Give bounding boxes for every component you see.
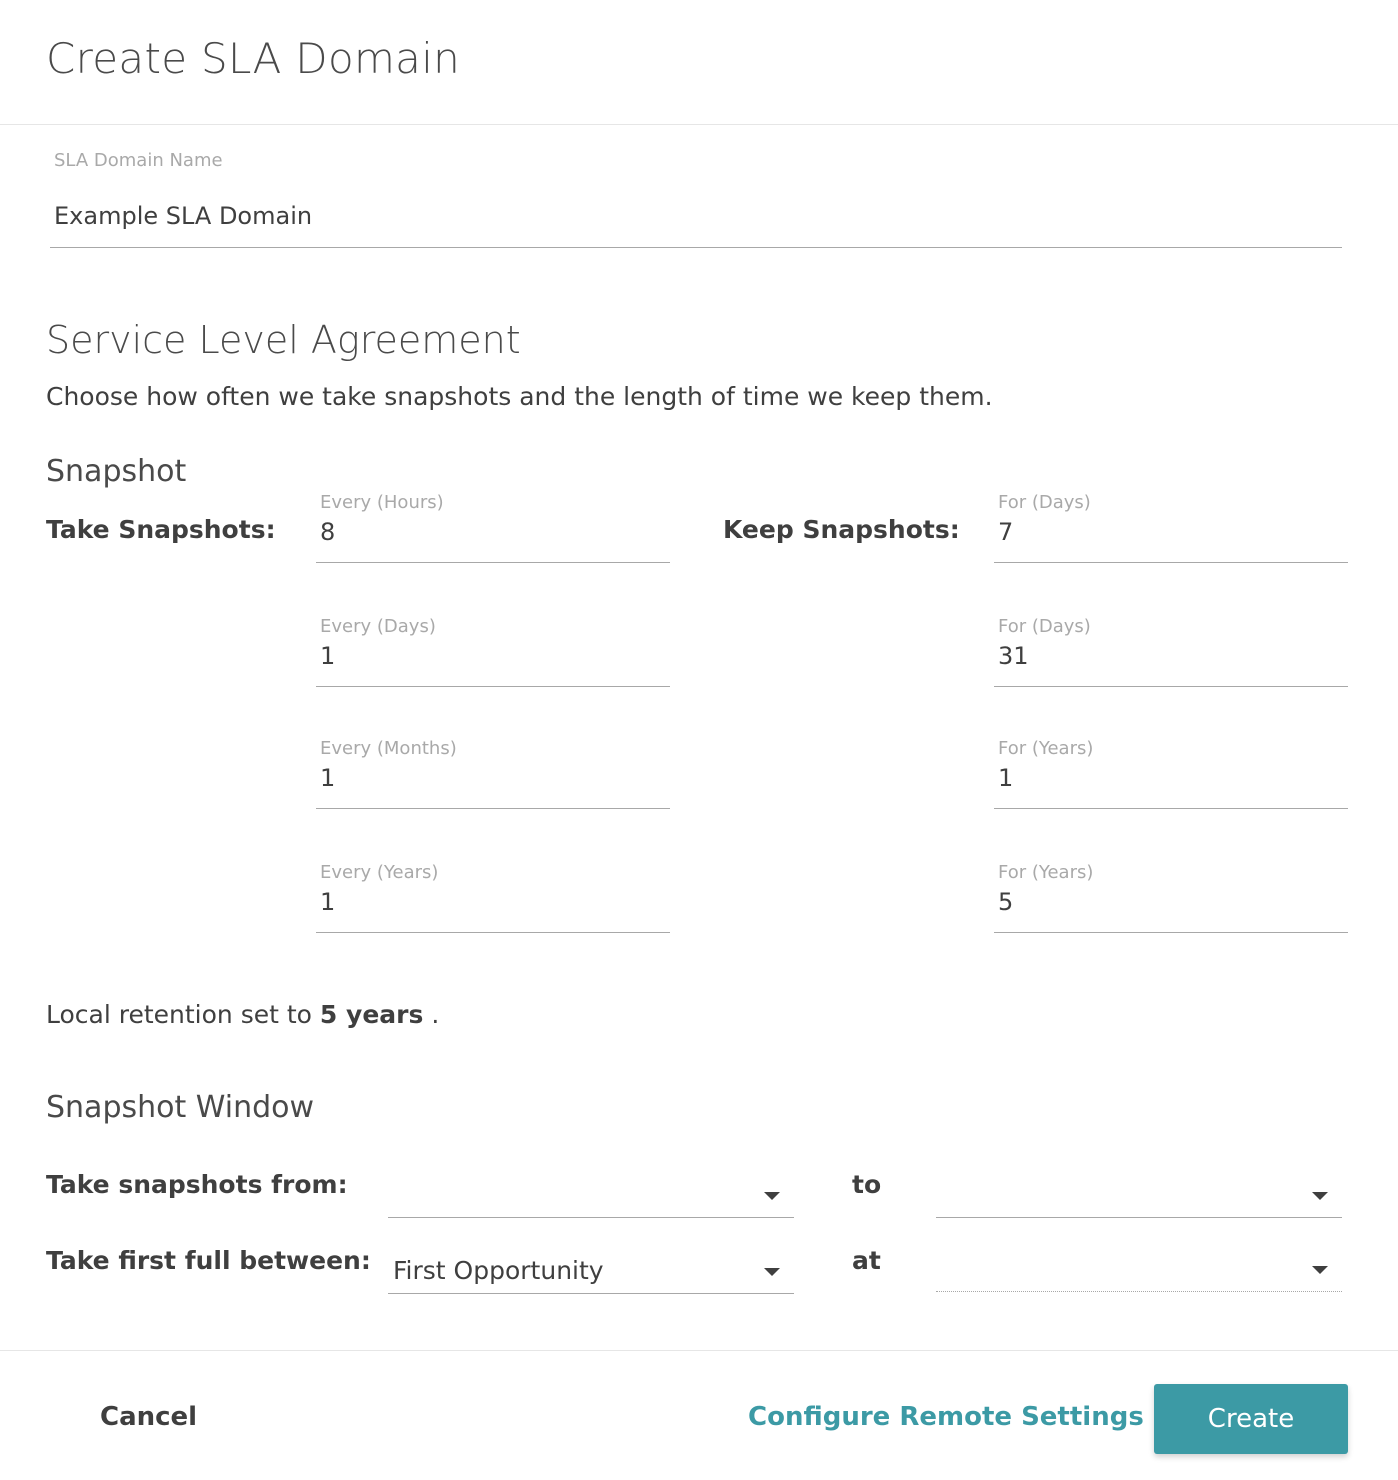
take-every-days-field[interactable] xyxy=(316,616,670,688)
chevron-down-icon xyxy=(764,1268,780,1276)
keep-for-days-label-2: For (Days) xyxy=(998,616,1091,637)
take-first-full-label: Take first full between: xyxy=(46,1246,371,1275)
cancel-button[interactable]: Cancel xyxy=(100,1402,198,1432)
field-underline xyxy=(316,686,670,687)
chevron-down-icon xyxy=(1312,1192,1328,1200)
field-underline xyxy=(994,808,1348,809)
take-every-years-input[interactable]: 1 xyxy=(320,888,336,916)
field-underline xyxy=(994,562,1348,563)
snapshot-window-title: Snapshot Window xyxy=(46,1090,315,1125)
keep-for-years-label-2: For (Years) xyxy=(998,862,1094,883)
select-underline-dotted xyxy=(936,1291,1342,1292)
to-label: to xyxy=(852,1170,882,1199)
local-retention-text xyxy=(46,1000,439,1029)
take-every-hours-field[interactable] xyxy=(316,492,670,564)
footer-divider xyxy=(0,1350,1398,1351)
take-snapshots-from-label: Take snapshots from: xyxy=(46,1170,348,1199)
sla-domain-name-label: SLA Domain Name xyxy=(54,150,223,171)
keep-for-years-field[interactable] xyxy=(994,738,1348,810)
take-every-years-label: Every (Years) xyxy=(320,862,439,883)
field-underline xyxy=(994,686,1348,687)
chevron-down-icon xyxy=(1312,1266,1328,1274)
take-every-days-input[interactable]: 1 xyxy=(320,642,336,670)
sla-domain-name-underline xyxy=(50,247,1342,248)
take-every-months-input[interactable]: 1 xyxy=(320,764,336,792)
keep-for-years-label: For (Years) xyxy=(998,738,1094,759)
window-to-select[interactable] xyxy=(936,1170,1342,1218)
take-every-years-field[interactable] xyxy=(316,862,670,934)
at-label: at xyxy=(852,1246,881,1275)
create-button[interactable]: Create xyxy=(1154,1384,1348,1454)
take-every-months-label: Every (Months) xyxy=(320,738,457,759)
take-every-hours-input[interactable]: 8 xyxy=(320,518,336,546)
keep-for-days-label: For (Days) xyxy=(998,492,1091,513)
select-underline xyxy=(388,1217,794,1218)
keep-for-years-field-2[interactable] xyxy=(994,862,1348,934)
first-full-at-select[interactable] xyxy=(936,1244,1342,1292)
keep-for-days-input[interactable]: 7 xyxy=(998,518,1014,546)
sla-domain-name-field[interactable] xyxy=(50,150,1342,250)
keep-for-days-field[interactable] xyxy=(994,492,1348,564)
take-every-days-label: Every (Days) xyxy=(320,616,436,637)
keep-for-years-input-2[interactable]: 5 xyxy=(998,888,1014,916)
field-underline xyxy=(994,932,1348,933)
sla-section-description: Choose how often we take snapshots and the length of time we keep them. xyxy=(46,382,993,411)
retention-suffix: . xyxy=(431,1000,440,1029)
field-underline xyxy=(316,562,670,563)
header-divider xyxy=(0,124,1398,125)
keep-for-years-input[interactable]: 1 xyxy=(998,764,1014,792)
select-underline xyxy=(388,1293,794,1294)
take-every-hours-label: Every (Hours) xyxy=(320,492,444,513)
first-full-value: First Opportunity xyxy=(393,1256,604,1285)
window-from-select[interactable] xyxy=(388,1170,794,1218)
retention-prefix: Local retention set to xyxy=(46,1000,312,1029)
first-full-select[interactable] xyxy=(388,1246,794,1294)
configure-remote-settings-button[interactable]: Configure Remote Settings xyxy=(748,1402,1144,1432)
sla-section-title: Service Level Agreement xyxy=(46,318,521,362)
field-underline xyxy=(316,808,670,809)
keep-snapshots-label: Keep Snapshots: xyxy=(723,515,960,544)
sla-domain-name-input[interactable]: Example SLA Domain xyxy=(54,202,313,230)
dialog-title: Create SLA Domain xyxy=(46,34,461,83)
field-underline xyxy=(316,932,670,933)
retention-value: 5 years xyxy=(319,1000,424,1029)
snapshot-title: Snapshot xyxy=(46,454,187,489)
take-every-months-field[interactable] xyxy=(316,738,670,810)
keep-for-days-field-2[interactable] xyxy=(994,616,1348,688)
chevron-down-icon xyxy=(764,1192,780,1200)
take-snapshots-label: Take Snapshots: xyxy=(46,515,276,544)
keep-for-days-input-2[interactable]: 31 xyxy=(998,642,1029,670)
select-underline xyxy=(936,1217,1342,1218)
